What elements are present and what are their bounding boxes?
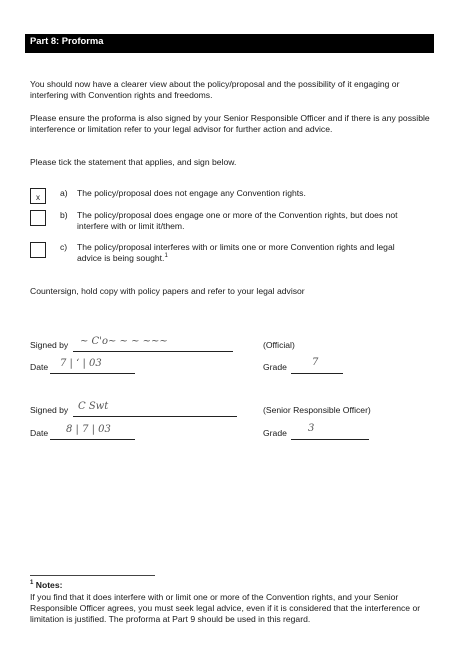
sro-date-label: Date xyxy=(30,428,49,438)
option-c xyxy=(30,242,430,272)
sro-grade-line[interactable] xyxy=(291,427,369,440)
option-b xyxy=(30,210,430,240)
option-c-letter: c) xyxy=(60,242,68,252)
official-grade: 7 xyxy=(312,357,319,368)
footnote-divider xyxy=(30,575,155,576)
official-signed-label: Signed by xyxy=(30,340,69,350)
option-b-letter: b) xyxy=(60,210,68,220)
option-c-text: The policy/proposal interferes with or limits one or more Convention rights and legal advice is being sought. xyxy=(77,242,395,263)
official-signature: ~ C'o~ ~ ~ ~~~ xyxy=(80,336,168,347)
countersign-instruction: Countersign, hold copy with policy papers and refer to your legal advisor xyxy=(30,286,305,296)
sro-date: 8 | 7 | 03 xyxy=(66,424,111,435)
sro-grade-label: Grade xyxy=(263,428,287,438)
official-grade-label: Grade xyxy=(263,362,287,372)
intro-paragraph: You should now have a clearer view about the policy/proposal and the possibility of it engaging or interfering with Convention rights and freedoms. xyxy=(30,79,400,100)
footnote-marker: 1 xyxy=(30,580,34,587)
official-role: (Official) xyxy=(263,340,295,350)
official-date: 7 | ‘ | 03 xyxy=(60,358,102,369)
footnote-heading-text: Notes: xyxy=(35,580,63,590)
footnote-ref: 1 xyxy=(164,253,168,260)
footnote-body: If you find that it does interfere with or limit one or more of the Convention rights, and your Senior Responsible Officer agrees, you must seek legal advice, even if it is considered that the interference or limitation is justified. The proforma at Part 9 should be used in this regard. xyxy=(30,592,421,624)
tick-instruction: Please tick the statement that applies, and sign below. xyxy=(30,157,237,167)
sro-signed-label: Signed by xyxy=(30,405,69,415)
option-a-text: The policy/proposal does not engage any Convention rights. xyxy=(77,188,306,198)
ensure-paragraph: Please ensure the proforma is also signed by your Senior Responsible Officer and if there is any possible interference or limitation refer to your legal advisor for further action and advice. xyxy=(30,113,430,134)
option-b-text: The policy/proposal does engage one or more of the Convention rights, but does not interfere with or limit it/them. xyxy=(77,210,398,231)
section-header xyxy=(25,34,434,53)
footnote-heading xyxy=(30,580,62,591)
option-b-checkbox[interactable] xyxy=(30,210,46,226)
option-a-checkbox[interactable]: x xyxy=(30,188,46,204)
option-c-checkbox[interactable] xyxy=(30,242,46,258)
sro-role: (Senior Responsible Officer) xyxy=(263,405,371,415)
sro-signature: C Swt xyxy=(78,401,109,412)
official-date-label: Date xyxy=(30,362,49,372)
sro-grade: 3 xyxy=(308,423,315,434)
section-title: Part 8: Proforma xyxy=(30,35,104,46)
option-c-text-wrap xyxy=(77,242,417,264)
option-a-letter: a) xyxy=(60,188,68,198)
